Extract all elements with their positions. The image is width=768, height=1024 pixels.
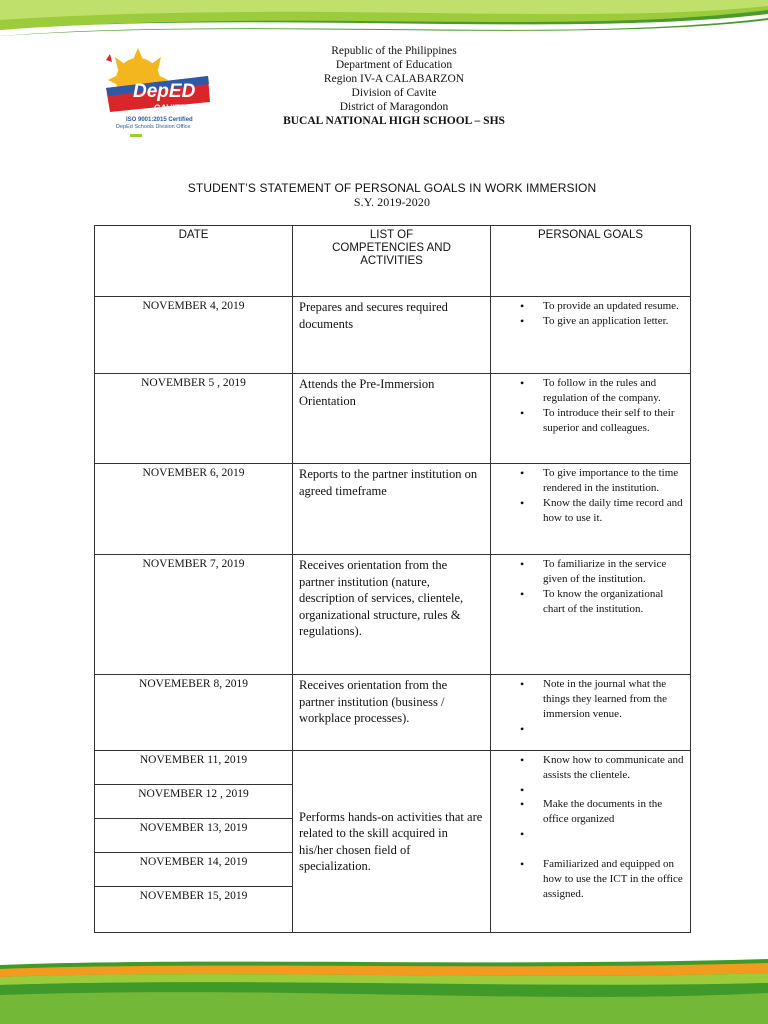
goals-cell (491, 751, 691, 933)
goal-spacer (543, 827, 686, 857)
school-year: S.Y. 2019-2020 (353, 195, 431, 209)
competency-cell: Prepares and secures required documents (293, 297, 491, 374)
goal-item: • Note in the journal what the things they learned from the immersion venue. (543, 677, 686, 722)
goals-cell (491, 464, 691, 555)
header-line: Republic of the Philippines (331, 45, 457, 57)
goals-cell (491, 374, 691, 464)
competency-cell: Attends the Pre-Immersion Orientation (293, 374, 491, 464)
date-subcell: NOVEMBER 11, 2019 (95, 751, 292, 785)
date-subcell: NOVEMBER 13, 2019 (95, 819, 292, 853)
goal-item: • Know how to communicate and assists the clientele. (543, 753, 686, 783)
goals-cell (491, 555, 691, 675)
svg-text:DepED: DepED (133, 81, 196, 102)
goal-item: • Familiarized and equipped on how to use the ICT in the office assigned. (543, 857, 686, 902)
letterhead (0, 44, 768, 128)
header-line: Department of Education (335, 59, 453, 71)
goal-item: • Make the documents in the office organized (543, 797, 686, 827)
table-row (95, 555, 691, 675)
goal-item: • Know the daily time record and how to use it. (543, 496, 686, 526)
goal-item: • To introduce their self to their superior and colleagues. (543, 406, 686, 436)
competency-cell: Reports to the partner institution on agreed timeframe (293, 464, 491, 555)
dates-group-cell (95, 751, 293, 933)
top-banner (0, 0, 768, 40)
header-date: DATE (95, 226, 293, 297)
header-competencies: LIST OF COMPETENCIES AND ACTIVITIES (293, 226, 491, 297)
table-row (95, 464, 691, 555)
goal-item: • To give an application letter. (543, 314, 686, 329)
date-cell: NOVEMBER 6, 2019 (95, 464, 293, 555)
svg-text:CAVITE: CAVITE (154, 103, 187, 113)
goal-item: • To familiarize in the service given of the institution. (543, 557, 686, 587)
goals-cell (491, 297, 691, 374)
goal-item: • To provide an updated resume. (543, 299, 686, 314)
header-line: District of Maragondon (339, 101, 449, 113)
date-cell: NOVEMBER 4, 2019 (95, 297, 293, 374)
table-row (95, 297, 691, 374)
goal-item-empty (543, 722, 686, 737)
table-row (95, 374, 691, 464)
title-main: STUDENT’S STATEMENT OF PERSONAL GOALS IN WORK IMMERSION (187, 181, 597, 195)
table-header-row (95, 226, 691, 297)
table-row-group (95, 751, 691, 933)
competency-cell: Receives orientation from the partner institution (business / workplace processes). (293, 675, 491, 751)
goal-item: • To follow in the rules and regulation of the company. (543, 376, 686, 406)
header-personal-goals: PERSONAL GOALS (491, 226, 691, 297)
table-row (95, 675, 691, 751)
goals-table (94, 225, 691, 933)
date-subcell: NOVEMBER 15, 2019 (139, 890, 248, 902)
goals-cell (491, 675, 691, 751)
date-cell: NOVEMEBER 8, 2019 (95, 675, 293, 751)
date-subcell: NOVEMBER 14, 2019 (95, 853, 292, 887)
header-line: Region IV-A CALABARZON (323, 73, 465, 85)
footer-wave (0, 955, 768, 1024)
svg-text:ISO 9001:2015 Certified: ISO 9001:2015 Certified (126, 117, 193, 123)
school-name: BUCAL NATIONAL HIGH SCHOOL – SHS (283, 115, 505, 127)
goal-item: • To give importance to the time rendered in the institution. (543, 466, 686, 496)
header-line: Division of Cavite (351, 87, 437, 99)
document-title (0, 181, 768, 209)
competency-cell: Receives orientation from the partner institution (nature, description of services, clientele, organizational structure, rules & regulations). (293, 555, 491, 675)
competency-cell: Performs hands-on activities that are related to the skill acquired in his/her chosen field of specialization. (293, 751, 491, 933)
date-subcell: NOVEMBER 12 , 2019 (95, 785, 292, 819)
goal-spacer (543, 783, 686, 797)
date-cell: NOVEMBER 5 , 2019 (95, 374, 293, 464)
svg-text:DepEd Schools Division Office: DepEd Schools Division Office (116, 124, 191, 130)
goal-item: • To know the organizational chart of the institution. (543, 587, 686, 617)
date-cell: NOVEMBER 7, 2019 (95, 555, 293, 675)
